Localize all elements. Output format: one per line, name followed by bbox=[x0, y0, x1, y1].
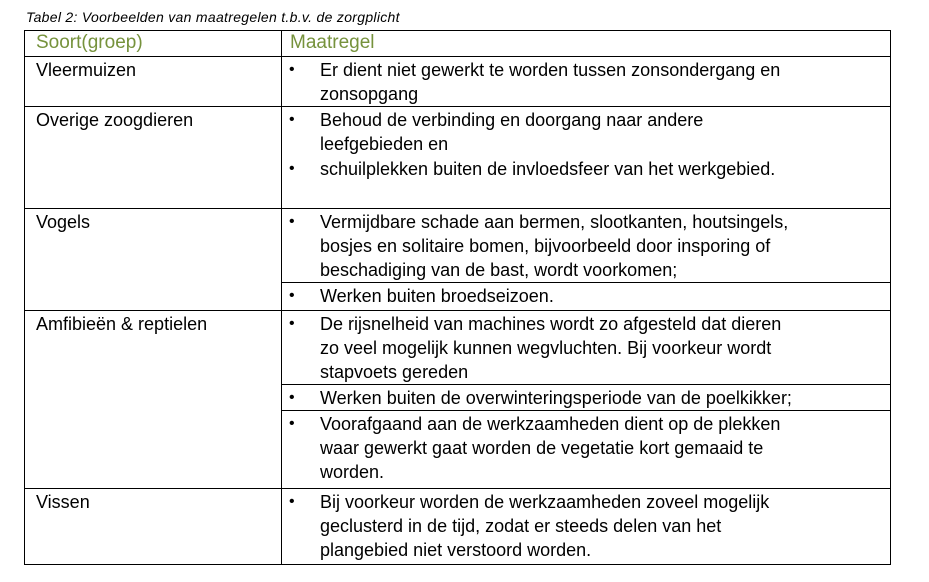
measure-item bbox=[282, 107, 890, 156]
measure-text bbox=[320, 157, 890, 181]
bullet-icon: • bbox=[289, 315, 295, 332]
bullet-icon: • bbox=[289, 160, 295, 177]
measure-line: plangebied niet verstoord worden. bbox=[320, 540, 592, 560]
group-label: Vogels bbox=[25, 209, 282, 311]
measure-line: schuilplekken buiten de invloedsfeer van het werkgebied. bbox=[320, 159, 776, 179]
measure-line: beschadiging van de bast, wordt voorkomen; bbox=[320, 260, 678, 280]
header-soort: Soort(groep) bbox=[25, 31, 282, 57]
measure-item bbox=[282, 156, 890, 181]
measure-line: Behoud de verbinding en doorgang naar andere bbox=[320, 110, 704, 130]
group-label: Amfibieën & reptielen bbox=[25, 311, 282, 489]
measure-line: zo veel mogelijk kunnen wegvluchten. Bij voorkeur wordt bbox=[320, 338, 772, 358]
measure-cell bbox=[282, 209, 891, 311]
bullet-icon: • bbox=[289, 493, 295, 510]
group-label: Vissen bbox=[25, 489, 282, 565]
measure-line: worden. bbox=[320, 462, 385, 482]
bullet-icon: • bbox=[289, 213, 295, 230]
measure-line: Er dient niet gewerkt te worden tussen zonsondergang en bbox=[320, 60, 781, 80]
table-row bbox=[25, 57, 891, 107]
bullet-icon: • bbox=[289, 287, 295, 304]
measure-line: leefgebieden en bbox=[320, 134, 449, 154]
bullet-icon: • bbox=[289, 415, 295, 432]
measure-item bbox=[282, 410, 890, 484]
measure-line: zonsopgang bbox=[320, 84, 419, 104]
measure-line: Voorafgaand aan de werkzaamheden dient op de plekken bbox=[320, 414, 781, 434]
measure-line: Werken buiten broedseizoen. bbox=[320, 286, 554, 306]
measure-text bbox=[320, 58, 890, 106]
group-label: Overige zoogdieren bbox=[25, 107, 282, 209]
measure-item bbox=[282, 384, 890, 410]
measure-cell bbox=[282, 107, 891, 209]
measure-line: Bij voorkeur worden de werkzaamheden zoveel mogelijk bbox=[320, 492, 770, 512]
table-row bbox=[25, 209, 891, 311]
measure-text bbox=[320, 108, 890, 156]
bullet-icon: • bbox=[289, 111, 295, 128]
measure-line: geclusterd in de tijd, zodat er steeds delen van het bbox=[320, 516, 722, 536]
measure-line: De rijsnelheid van machines wordt zo afgesteld dat dieren bbox=[320, 314, 782, 334]
measure-cell bbox=[282, 311, 891, 489]
measure-line: Werken buiten de overwinteringsperiode van de poelkikker; bbox=[320, 388, 792, 408]
measure-item bbox=[282, 311, 890, 384]
measure-item bbox=[282, 282, 890, 308]
measure-line: bosjes en solitaire bomen, bijvoorbeeld door insporing of bbox=[320, 236, 771, 256]
measure-line: stapvoets gereden bbox=[320, 362, 469, 382]
measure-text bbox=[320, 312, 890, 384]
measure-text bbox=[320, 386, 890, 410]
header-maatregel: Maatregel bbox=[282, 31, 891, 57]
table-row bbox=[25, 489, 891, 565]
table-row bbox=[25, 107, 891, 209]
measure-line: Vermijdbare schade aan bermen, slootkanten, houtsingels, bbox=[320, 212, 789, 232]
measure-text bbox=[320, 284, 890, 308]
measure-line: waar gewerkt gaat worden de vegetatie kort gemaaid te bbox=[320, 438, 764, 458]
measure-text bbox=[320, 210, 890, 282]
measure-item bbox=[282, 57, 890, 106]
measure-text bbox=[320, 490, 890, 562]
group-label: Vleermuizen bbox=[25, 57, 282, 107]
measure-cell bbox=[282, 57, 891, 107]
bullet-icon: • bbox=[289, 61, 295, 78]
measure-cell bbox=[282, 489, 891, 565]
measure-item bbox=[282, 209, 890, 282]
bullet-icon: • bbox=[289, 389, 295, 406]
table-row bbox=[25, 311, 891, 489]
measure-text bbox=[320, 412, 890, 484]
measures-table bbox=[24, 30, 891, 565]
header-row bbox=[25, 31, 891, 57]
table-caption: Tabel 2: Voorbeelden van maatregelen t.b.v. de zorgplicht bbox=[26, 9, 400, 25]
measure-item bbox=[282, 489, 890, 562]
